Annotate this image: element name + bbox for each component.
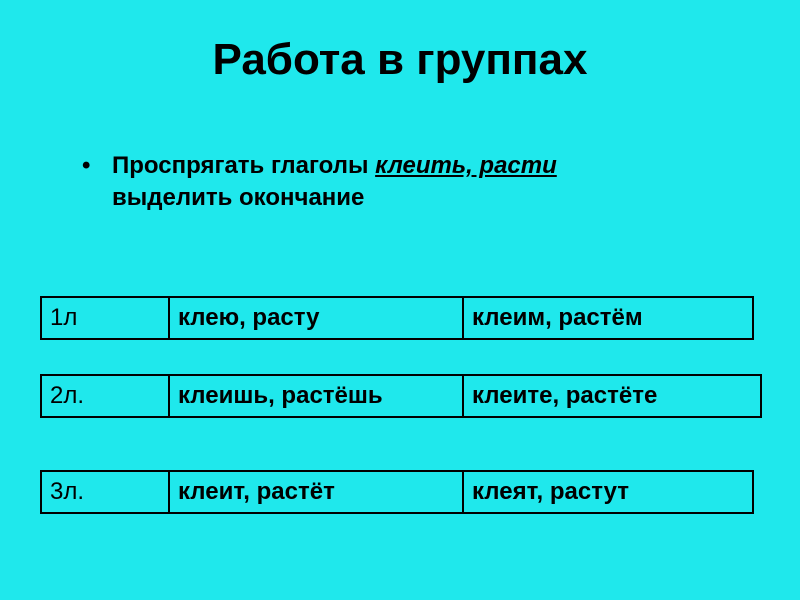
singular-form-cell: клеишь, растёшь bbox=[169, 375, 463, 417]
singular-form-cell: клею, расту bbox=[169, 297, 463, 339]
table-row bbox=[41, 375, 761, 417]
person-cell: 1л bbox=[41, 297, 169, 339]
singular-form-cell: клеит, растёт bbox=[169, 471, 463, 513]
slide-title: Работа в группах bbox=[212, 35, 588, 84]
person-cell: 3л. bbox=[41, 471, 169, 513]
conjugation-row-first-person bbox=[40, 296, 754, 340]
task-text bbox=[112, 150, 742, 214]
task-verbs: клеить, расти bbox=[375, 152, 557, 179]
conjugation-row-second-person bbox=[40, 374, 762, 418]
plural-form-cell: клеите, растёте bbox=[463, 375, 761, 417]
person-cell: 2л. bbox=[41, 375, 169, 417]
task-bullet bbox=[82, 150, 742, 214]
table-row bbox=[41, 297, 753, 339]
plural-form-cell: клеим, растём bbox=[463, 297, 753, 339]
plural-form-cell: клеят, растут bbox=[463, 471, 753, 513]
task-instruction: Проспрягать глаголы bbox=[112, 152, 376, 179]
task-second-line: выделить окончание bbox=[112, 184, 365, 211]
conjugation-row-third-person bbox=[40, 470, 754, 514]
bullet-icon: • bbox=[82, 152, 91, 179]
table-row bbox=[41, 471, 753, 513]
